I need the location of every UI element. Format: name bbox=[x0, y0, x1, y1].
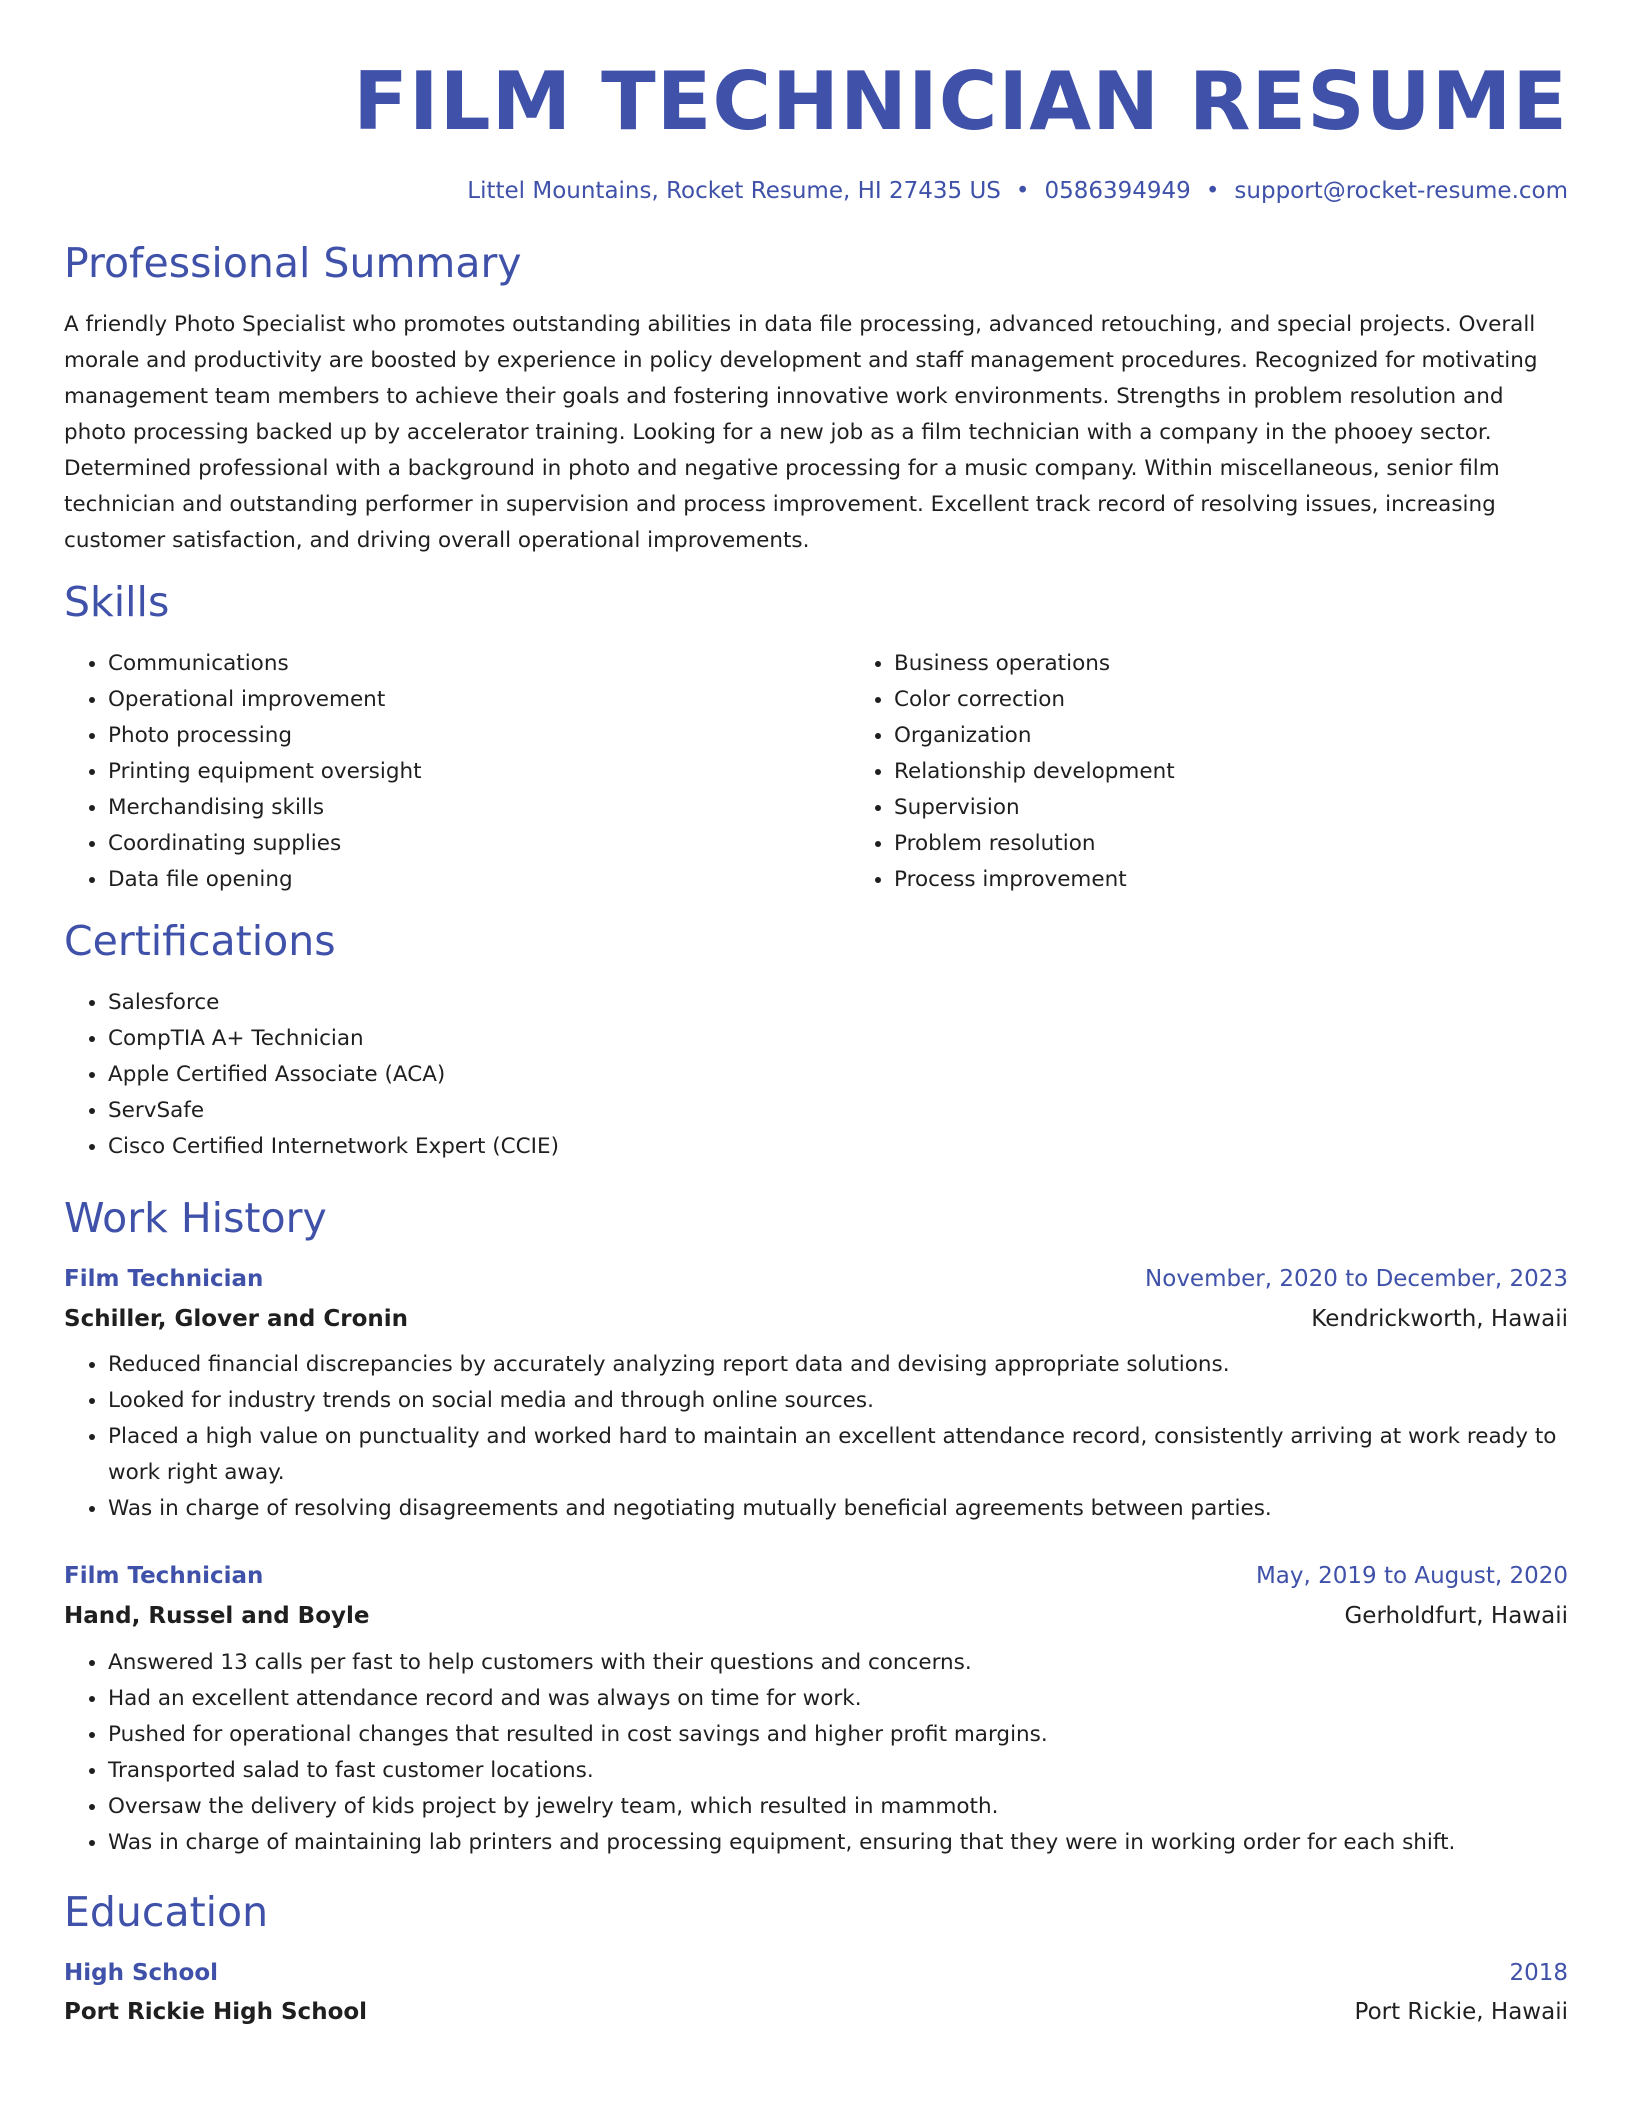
job-role: Film Technician bbox=[64, 1266, 264, 1293]
skills-list-right bbox=[850, 646, 1632, 898]
skill-item: • Data file opening bbox=[108, 862, 850, 898]
job-subheader bbox=[64, 1306, 1568, 1334]
contact-line bbox=[64, 178, 1568, 206]
job-bullets bbox=[64, 1645, 1568, 1861]
section-title-summary: Professional Summary bbox=[64, 238, 522, 287]
skill-item: • Merchandising skills bbox=[108, 790, 850, 826]
job-bullet: • Pushed for operational changes that resulted in cost savings and higher profit margins. bbox=[108, 1717, 1568, 1753]
job-header bbox=[64, 1266, 1568, 1294]
certifications-list bbox=[64, 985, 1568, 1165]
job-header bbox=[64, 1563, 1568, 1591]
section-title-certifications: Certifications bbox=[64, 916, 336, 965]
skills-list-left bbox=[64, 646, 850, 898]
skill-item: • Communications bbox=[108, 646, 850, 682]
job-bullet: • Answered 13 calls per fast to help customers with their questions and concerns. bbox=[108, 1645, 1568, 1681]
certification-item: • Salesforce bbox=[108, 985, 1568, 1021]
skill-item: • Problem resolution bbox=[894, 826, 1632, 862]
job-bullet: • Was in charge of resolving disagreements and negotiating mutually beneficial agreements between parties. bbox=[108, 1491, 1568, 1527]
education-location: Port Rickie, Hawaii bbox=[1354, 1999, 1568, 2026]
job-dates: May, 2019 to August, 2020 bbox=[1255, 1563, 1568, 1590]
job-company: Hand, Russel and Boyle bbox=[64, 1602, 370, 1629]
job-bullet: • Reduced financial discrepancies by accurately analyzing report data and devising appropriate solutions. bbox=[108, 1347, 1568, 1383]
skill-item: • Organization bbox=[894, 718, 1632, 754]
skill-item: • Operational improvement bbox=[108, 682, 850, 718]
resume-page bbox=[64, 0, 1568, 2027]
job-dates: November, 2020 to December, 2023 bbox=[1145, 1266, 1568, 1293]
job-entry bbox=[64, 1266, 1568, 1527]
section-title-skills: Skills bbox=[64, 577, 170, 626]
job-entry bbox=[64, 1563, 1568, 1860]
education-degree: High School bbox=[64, 1959, 219, 1986]
section-title-work-history: Work History bbox=[64, 1194, 327, 1243]
skill-item: • Printing equipment oversight bbox=[108, 754, 850, 790]
education-year: 2018 bbox=[1509, 1959, 1568, 1986]
separator-dot: • bbox=[1015, 178, 1030, 204]
job-bullet: • Looked for industry trends on social media and through online sources. bbox=[108, 1383, 1568, 1419]
job-company: Schiller, Glover and Cronin bbox=[64, 1305, 409, 1332]
certification-item: • ServSafe bbox=[108, 1093, 1568, 1129]
education-header bbox=[64, 1960, 1568, 1988]
job-bullet: • Was in charge of maintaining lab printers and processing equipment, ensuring that they were in working order for each shift. bbox=[108, 1825, 1568, 1861]
skill-item: • Supervision bbox=[894, 790, 1632, 826]
skills-grid bbox=[64, 646, 1568, 898]
education-school: Port Rickie High School bbox=[64, 1999, 368, 2026]
skill-item: • Color correction bbox=[894, 682, 1632, 718]
certification-item: • CompTIA A+ Technician bbox=[108, 1021, 1568, 1057]
job-bullet: • Placed a high value on punctuality and worked hard to maintain an excellent attendance record, consistently arriving at work ready to work right away. bbox=[108, 1419, 1568, 1491]
skill-item: • Coordinating supplies bbox=[108, 826, 850, 862]
education-entry bbox=[64, 1960, 1568, 2027]
skill-item: • Relationship development bbox=[894, 754, 1632, 790]
skill-item: • Photo processing bbox=[108, 718, 850, 754]
certification-item: • Apple Certified Associate (ACA) bbox=[108, 1057, 1568, 1093]
education-subheader bbox=[64, 1999, 1568, 2027]
email-link[interactable]: support@rocket-resume.com bbox=[1234, 178, 1568, 204]
job-bullet: • Had an excellent attendance record and was always on time for work. bbox=[108, 1681, 1568, 1717]
job-bullets bbox=[64, 1347, 1568, 1527]
job-location: Kendrickworth, Hawaii bbox=[1311, 1305, 1568, 1332]
address: Littel Mountains, Rocket Resume, HI 27435 US bbox=[467, 178, 1001, 204]
job-bullet: • Transported salad to fast customer locations. bbox=[108, 1753, 1568, 1789]
job-location: Gerholdfurt, Hawaii bbox=[1344, 1602, 1568, 1629]
separator-dot: • bbox=[1205, 178, 1220, 204]
certification-item: • Cisco Certified Internetwork Expert (CCIE) bbox=[108, 1129, 1568, 1165]
skill-item: • Business operations bbox=[894, 646, 1632, 682]
resume-title: FILM TECHNICIAN RESUME bbox=[353, 55, 1568, 148]
phone: 0586394949 bbox=[1044, 178, 1191, 204]
job-bullet: • Oversaw the delivery of kids project by jewelry team, which resulted in mammoth. bbox=[108, 1789, 1568, 1825]
summary-text: A friendly Photo Specialist who promotes outstanding abilities in data file processing, advanced retouching, and special projects. Overall morale and productivity are boosted by experience in policy development and staff management procedures. Recognized for motivating management team members to achieve their goals and fostering innovative work environments. Strengths in problem resolution and photo processing backed up by accelerator training. Looking for a new job as a film technician with a company in the phooey sector. Determined professional with a background in photo and negative processing for a music company. Within miscellaneous, senior film technician and outstanding performer in supervision and process improvement. Excellent track record of resolving issues, increasing customer satisfaction, and driving overall operational improvements. bbox=[64, 311, 1538, 553]
skill-item: • Process improvement bbox=[894, 862, 1632, 898]
job-subheader bbox=[64, 1603, 1568, 1631]
job-role: Film Technician bbox=[64, 1563, 264, 1590]
section-title-education: Education bbox=[64, 1887, 269, 1936]
